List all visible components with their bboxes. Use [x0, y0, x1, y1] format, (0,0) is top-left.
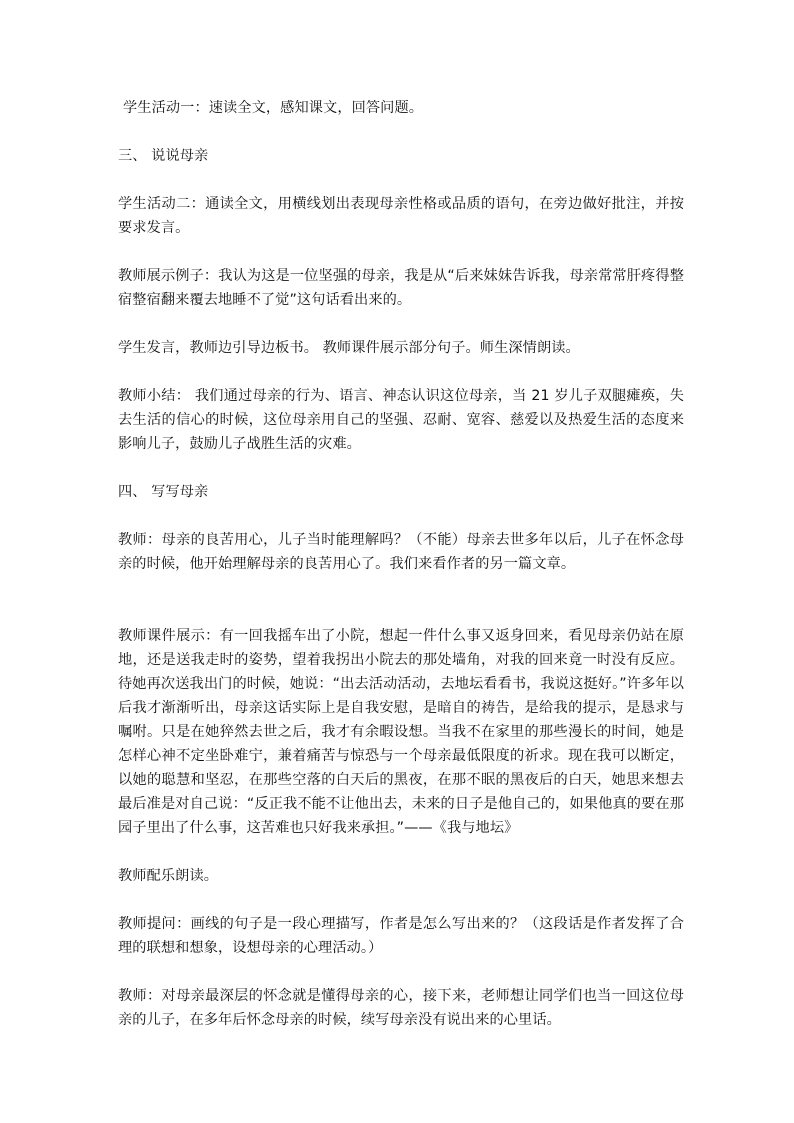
teacher-prompt: 教师提问：画线的句子是一段心理描写，作者是怎么写出来的？（这段话是作者发挥了合理的联想和想象，设想母亲的心理活动。）	[118, 916, 684, 956]
student-activity-2: 学生活动二：通读全文，用横线划出表现母亲性格或品质的语句，在旁边做好批注，并按要求发言。	[118, 196, 684, 236]
teacher-example: 教师展示例子：我认为这是一位坚强的母亲，我是从“后来妹妹告诉我，母亲常常肝疼得整宿整宿翻来覆去地睡不了觉”这句话看出来的。	[118, 268, 684, 308]
student-activity-1: 学生活动一：速读全文，感知课文，回答问题。	[123, 100, 424, 116]
section-heading-4: 四、 写写母亲	[118, 484, 209, 500]
section-heading-3: 三、 说说母亲	[118, 148, 209, 164]
document-page	[118, 96, 684, 1032]
student-speech: 学生发言，教师边引导边板书。 教师课件展示部分句子。师生深情朗读。	[118, 340, 580, 356]
teacher-writing-task: 教师：对母亲最深层的怀念就是懂得母亲的心，接下来，老师想让同学们也当一回这位母亲的儿子，在多年后怀念母亲的时候，续写母亲没有说出来的心里话。	[118, 988, 684, 1028]
courseware-excerpt: 教师课件展示：有一回我摇车出了小院，想起一件什么事又返身回来，看见母亲仍站在原地，还是送我走时的姿势，望着我拐出小院去的那处墙角，对我的回来竟一时没有反应。待她再次送我出门的时候，她说：“出去活动活动，去地坛看看书，我说这挺好。”许多年以后我才渐渐听出，母亲这话实际上是自我安慰，是暗自的祷告，是给我的提示，是恳求与嘱咐。只是在她猝然去世之后，我才有余暇设想。当我不在家里的那些漫长的时间，她是怎样心神不定坐卧难宁，兼着痛苦与惊恐与一个母亲最低限度的祈求。现在我可以断定，以她的聪慧和坚忍，在那些空落的白天后的黑夜，在那不眠的黑夜后的白天，她思来想去最后准是对自己说：“反正我不能不让他出去，未来的日子是他自己的，如果他真的要在那园子里出了什么事，这苦难也只好我来承担。”——《我与地坛》	[118, 628, 684, 836]
teacher-summary: 教师小结： 我们通过母亲的行为、语言、神态认识这位母亲，当 21 岁儿子双腿瘫痪，失去生活的信心的时候，这位母亲用自己的坚强、忍耐、宽容、慈爱以及热爱生活的态度来影响儿子，鼓励儿子战胜生活的灾难。	[118, 388, 684, 452]
teacher-question: 教师：母亲的良苦用心，儿子当时能理解吗？（不能）母亲去世多年以后，儿子在怀念母亲的时候，他开始理解母亲的良苦用心了。我们来看作者的另一篇文章。	[118, 532, 684, 572]
teacher-reading: 教师配乐朗读。	[118, 868, 219, 884]
